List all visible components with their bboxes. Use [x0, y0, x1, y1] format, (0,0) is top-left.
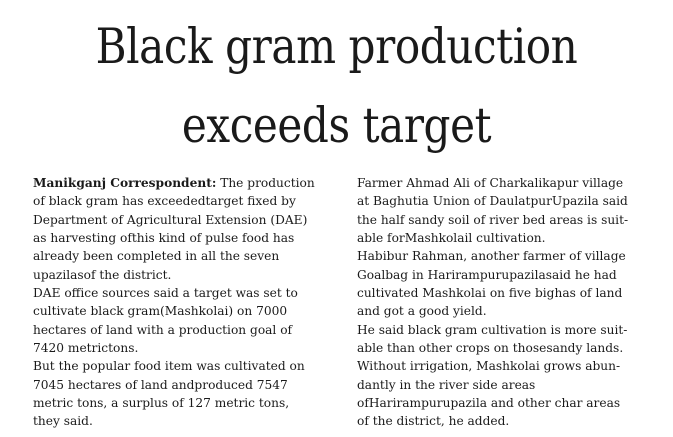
text-line-start: The production [216, 176, 315, 190]
text-line: But the popular food item was cultivated on [33, 359, 305, 374]
text-line: Without irrigation, Mashkolai grows abun- [357, 359, 621, 374]
text-line: He said black gram cultivation is more suit- [357, 322, 628, 337]
text-line: of black gram has exceededtarget fixed by [33, 194, 296, 209]
text-line: as harvesting ofthis kind of pulse food has [33, 231, 295, 246]
text-line: Farmer Ahmad Ali of Charkalikapur village [357, 176, 624, 190]
article-column-left [33, 174, 333, 431]
text-line: dantly in the river side areas [357, 377, 536, 392]
text-line: at Baghutia Union of DaulatpurUpazila said [357, 194, 628, 209]
text-line: Habibur Rahman, another farmer of village [357, 249, 626, 264]
text-line: metric tons, a surplus of 127 metric tons, [33, 396, 290, 411]
text-line: of the district, he added. [357, 414, 510, 429]
text-line [33, 174, 333, 192]
text-line: already been completed in all the seven [33, 249, 280, 264]
text-line: cultivate black gram(Mashkolai) on 7000 [33, 304, 288, 319]
text-line: the half sandy soil of river bed areas is suit- [357, 212, 629, 227]
text-line: 7420 metrictons. [33, 341, 139, 356]
text-line: 7045 hectares of land andproduced 7547 [33, 377, 288, 392]
headline-line-1: Black gram production [95, 18, 578, 75]
text-line: and got a good yield. [357, 304, 487, 319]
text-line: ofHarirampurupazila and other char areas [357, 396, 621, 411]
headline-line-2: exceeds target [181, 97, 492, 154]
text-line: cultivated Mashkolai on five bighas of land [357, 286, 623, 301]
text-line: able forMashkolail cultivation. [357, 231, 546, 246]
byline: Manikganj Correspondent: [33, 176, 217, 190]
text-line: DAE office sources said a target was set to [33, 286, 298, 301]
text-line: Department of Agricultural Extension (DAE) [33, 212, 308, 227]
article-column-right [357, 174, 667, 431]
text-line: they said. [33, 414, 93, 429]
text-line: Goalbag in Harirampurupazilasaid he had [357, 267, 617, 282]
text-line: hectares of land with a production goal of [33, 322, 293, 337]
text-line: upazilasof the district. [33, 267, 172, 282]
text-line: able than other crops on thosesandy lands. [357, 341, 624, 356]
